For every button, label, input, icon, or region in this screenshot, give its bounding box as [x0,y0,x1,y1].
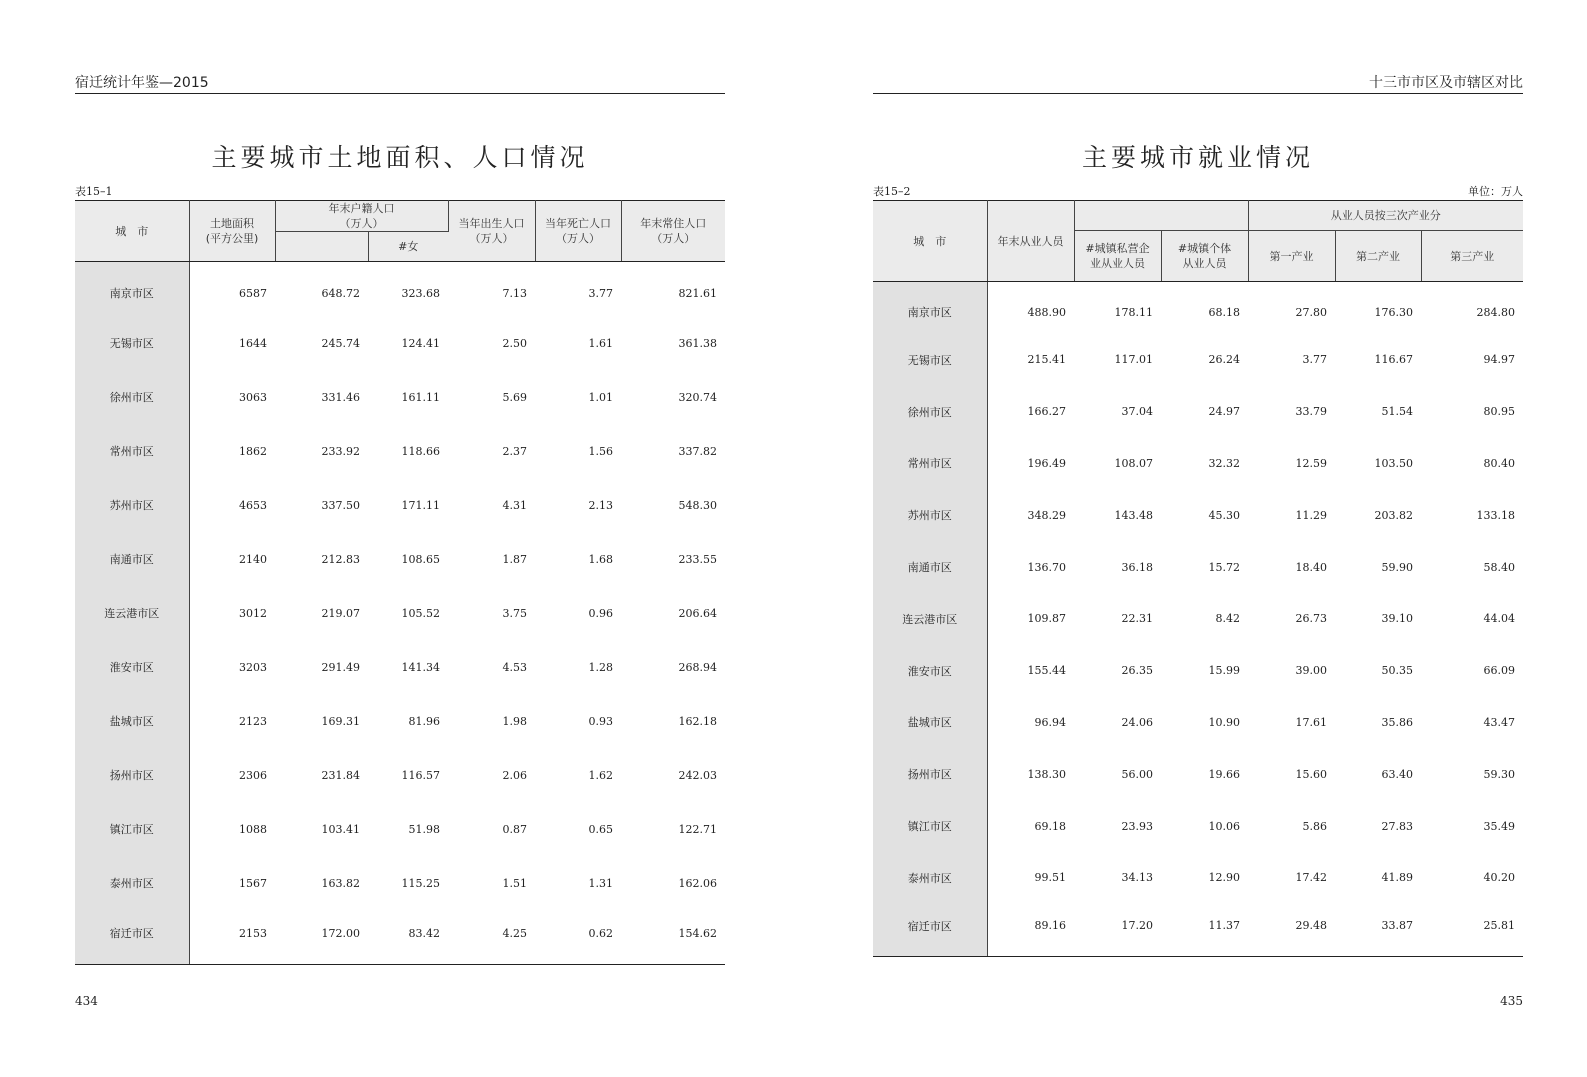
deaths-cell: 1.01 [588,390,613,404]
employed-cell: 196.49 [1027,456,1066,470]
resident-population-cell: 206.64 [678,606,717,620]
secondary-industry-cell: 41.89 [1381,871,1413,885]
tertiary-industry-cell: 80.40 [1483,456,1516,470]
registered-population-cell: 219.07 [321,606,360,620]
births-cell: 3.75 [502,606,527,620]
female-cell: 171.11 [401,498,440,512]
land-area-cell: 1862 [239,444,267,458]
land-area-cell: 1088 [239,822,267,836]
births-cell: 2.06 [502,768,527,782]
deaths-cell: 1.56 [588,444,613,458]
tertiary-industry-cell: 284.80 [1476,305,1516,319]
employed-cell: 488.90 [1027,305,1066,319]
city-cell: 苏州市区 [873,489,987,541]
primary-industry-cell: 18.40 [1295,560,1327,574]
private-enterprise-cell: 24.06 [1121,715,1153,729]
left-page [75,0,725,1077]
col-header-by-industry: 从业人员按三次产业分 [1248,201,1523,231]
secondary-industry-cell: 33.87 [1335,904,1421,957]
col-header-deaths: 当年死亡人口 （万人） [535,201,621,262]
col-header-private-enterprise: #城镇私营企业从业人员 [1074,231,1161,282]
registered-population-cell: 169.31 [321,714,360,728]
primary-industry-cell: 29.48 [1248,904,1335,957]
employed-cell: 109.87 [1027,612,1066,626]
private-enterprise-cell: 143.48 [1114,508,1153,522]
col-header-employed: 年末从业人员 [987,201,1074,282]
table-row [873,438,1523,490]
secondary-industry-cell: 103.50 [1374,456,1413,470]
resident-population-cell: 548.30 [678,498,717,512]
land-population-body [75,262,725,965]
female-cell: 115.25 [401,876,440,890]
table-row [873,282,1523,335]
secondary-industry-cell: 51.54 [1381,405,1413,419]
primary-industry-cell: 26.73 [1295,612,1327,626]
resident-population-cell: 320.74 [678,390,717,404]
individual-cell: 45.30 [1208,508,1240,522]
table-row [873,748,1523,800]
private-enterprise-cell: 34.13 [1121,871,1153,885]
land-area-cell: 3063 [239,390,267,404]
table-row [75,856,725,910]
tertiary-industry-cell: 59.30 [1483,767,1516,781]
table-row [75,910,725,965]
female-cell: 83.42 [368,910,448,965]
tertiary-industry-cell: 40.20 [1483,871,1516,885]
running-head: 宿迁统计年鉴—2015 [75,74,725,94]
deaths-cell: 1.31 [588,876,613,890]
resident-population-cell: 122.71 [678,822,717,836]
col-header-city: 城 市 [75,201,189,262]
individual-cell: 8.42 [1215,612,1240,626]
registered-population-cell: 291.49 [321,660,360,674]
employed-cell: 166.27 [1027,405,1066,419]
land-area-cell: 2140 [239,552,267,566]
table-row [873,334,1523,386]
col-header-blank [1074,201,1248,231]
registered-population-cell: 331.46 [321,390,360,404]
primary-industry-cell: 3.77 [1302,353,1327,367]
resident-population-cell: 233.55 [678,552,717,566]
private-enterprise-cell: 26.35 [1121,664,1153,678]
employed-cell: 99.51 [1034,871,1066,885]
secondary-industry-cell: 116.67 [1374,353,1413,367]
primary-industry-cell: 11.29 [1295,508,1327,522]
table-row [75,424,725,478]
page-number: 434 [75,994,98,1008]
registered-population-cell: 231.84 [321,768,360,782]
primary-industry-cell: 39.00 [1295,664,1327,678]
births-cell: 4.31 [502,498,527,512]
births-cell: 5.69 [502,390,527,404]
tertiary-industry-cell: 80.95 [1483,405,1516,419]
col-header-resident-population: 年末常住人口 （万人） [621,201,725,262]
city-cell: 南通市区 [75,532,189,586]
table-row [75,586,725,640]
private-enterprise-cell: 108.07 [1114,456,1153,470]
female-cell: 51.98 [408,822,440,836]
deaths-cell: 1.62 [588,768,613,782]
registered-population-cell: 245.74 [321,336,360,350]
city-cell: 无锡市区 [75,316,189,370]
female-cell: 124.41 [401,336,440,350]
primary-industry-cell: 12.59 [1295,456,1327,470]
city-cell: 泰州市区 [873,852,987,904]
deaths-cell: 1.68 [588,552,613,566]
primary-industry-cell: 17.61 [1295,715,1327,729]
col-header-city: 城 市 [873,201,987,282]
private-enterprise-cell: 178.11 [1114,305,1153,319]
registered-population-cell: 233.92 [321,444,360,458]
resident-population-cell: 821.61 [678,286,717,300]
col-header-female: #女 [368,232,448,262]
private-enterprise-cell: 117.01 [1114,353,1153,367]
table-row [873,800,1523,852]
births-cell: 4.25 [448,910,535,965]
deaths-cell: 3.77 [588,286,613,300]
col-header-primary-industry: 第一产业 [1248,231,1335,282]
table-row [873,593,1523,645]
city-cell: 镇江市区 [75,802,189,856]
table-row [873,541,1523,593]
female-cell: 161.11 [401,390,440,404]
table-row [75,532,725,586]
employed-cell: 69.18 [1034,819,1066,833]
private-enterprise-cell: 17.20 [1074,904,1161,957]
land-area-cell: 2306 [239,768,267,782]
city-cell: 常州市区 [75,424,189,478]
deaths-cell: 2.13 [588,498,613,512]
births-cell: 2.50 [502,336,527,350]
births-cell: 7.13 [502,286,527,300]
resident-population-cell: 242.03 [678,768,717,782]
registered-population-cell: 337.50 [321,498,360,512]
individual-cell: 68.18 [1208,305,1240,319]
city-cell: 宿迁市区 [873,904,987,957]
city-cell: 盐城市区 [75,694,189,748]
page-title: 主要城市就业情况 [1081,142,1314,172]
secondary-industry-cell: 59.90 [1381,560,1413,574]
employed-cell: 348.29 [1027,508,1066,522]
individual-cell: 10.06 [1208,819,1240,833]
tertiary-industry-cell: 66.09 [1483,664,1516,678]
table-row [75,640,725,694]
secondary-industry-cell: 203.82 [1374,508,1413,522]
employed-cell: 155.44 [1027,664,1066,678]
births-cell: 2.37 [502,444,527,458]
table-row [873,489,1523,541]
land-area-cell: 2153 [189,910,275,965]
right-page [873,0,1523,1077]
land-area-cell: 1644 [239,336,267,350]
resident-population-cell: 361.38 [678,336,717,350]
col-header-registered-blank [275,232,368,262]
table-row [873,697,1523,749]
table-number: 表15–1 [75,185,113,198]
table-row [75,748,725,802]
employment-table [873,200,1523,957]
tertiary-industry-cell: 35.49 [1483,819,1516,833]
deaths-cell: 1.61 [588,336,613,350]
city-cell: 连云港市区 [873,593,987,645]
land-area-cell: 4653 [239,498,267,512]
secondary-industry-cell: 27.83 [1381,819,1413,833]
table-row [75,478,725,532]
col-header-tertiary-industry: 第三产业 [1421,231,1523,282]
resident-population-cell: 268.94 [678,660,717,674]
births-cell: 1.98 [502,714,527,728]
individual-cell: 24.97 [1208,405,1240,419]
employment-body [873,282,1523,957]
col-header-secondary-industry: 第二产业 [1335,231,1421,282]
table-row [873,904,1523,957]
registered-population-cell: 212.83 [321,552,360,566]
land-area-cell: 1567 [239,876,267,890]
city-cell: 常州市区 [873,438,987,490]
table-number: 表15–2 [873,185,911,198]
deaths-cell: 0.96 [588,606,613,620]
city-cell: 无锡市区 [873,334,987,386]
city-cell: 连云港市区 [75,586,189,640]
land-area-cell: 2123 [239,714,267,728]
primary-industry-cell: 33.79 [1295,405,1327,419]
tertiary-industry-cell: 43.47 [1483,715,1516,729]
deaths-cell: 0.93 [588,714,613,728]
tertiary-industry-cell: 94.97 [1483,353,1516,367]
page-number: 435 [1500,994,1523,1008]
city-cell: 泰州市区 [75,856,189,910]
secondary-industry-cell: 50.35 [1381,664,1413,678]
individual-cell: 15.72 [1208,560,1240,574]
individual-cell: 11.37 [1161,904,1248,957]
private-enterprise-cell: 56.00 [1121,767,1153,781]
city-cell: 南京市区 [75,262,189,317]
individual-cell: 15.99 [1208,664,1240,678]
resident-population-cell: 162.18 [678,714,717,728]
city-cell: 淮安市区 [873,645,987,697]
table-row [75,694,725,748]
city-cell: 扬州市区 [75,748,189,802]
deaths-cell: 1.28 [588,660,613,674]
tertiary-industry-cell: 44.04 [1483,612,1516,626]
tertiary-industry-cell: 58.40 [1483,560,1516,574]
female-cell: 323.68 [401,286,440,300]
city-cell: 盐城市区 [873,697,987,749]
deaths-cell: 0.65 [588,822,613,836]
individual-cell: 12.90 [1208,871,1240,885]
city-cell: 苏州市区 [75,478,189,532]
registered-population-cell: 163.82 [321,876,360,890]
city-cell: 镇江市区 [873,800,987,852]
employed-cell: 215.41 [1027,353,1066,367]
registered-population-cell: 103.41 [321,822,360,836]
secondary-industry-cell: 35.86 [1381,715,1413,729]
births-cell: 4.53 [502,660,527,674]
city-cell: 徐州市区 [873,386,987,438]
births-cell: 0.87 [502,822,527,836]
running-head: 十三市市区及市辖区对比 [873,74,1523,94]
table-row [75,316,725,370]
individual-cell: 26.24 [1208,353,1240,367]
table-row [75,262,725,317]
employed-cell: 96.94 [1034,715,1066,729]
primary-industry-cell: 17.42 [1295,871,1327,885]
city-cell: 南通市区 [873,541,987,593]
individual-cell: 10.90 [1208,715,1240,729]
employed-cell: 138.30 [1027,767,1066,781]
primary-industry-cell: 5.86 [1302,819,1327,833]
individual-cell: 19.66 [1208,767,1240,781]
table-row [75,802,725,856]
employed-cell: 136.70 [1027,560,1066,574]
col-header-births: 当年出生人口 （万人） [448,201,535,262]
tertiary-industry-cell: 133.18 [1476,508,1516,522]
resident-population-cell: 337.82 [678,444,717,458]
city-cell: 扬州市区 [873,748,987,800]
page-title: 主要城市土地面积、人口情况 [211,142,589,172]
primary-industry-cell: 15.60 [1295,767,1327,781]
land-area-cell: 6587 [239,286,267,300]
individual-cell: 32.32 [1208,456,1240,470]
private-enterprise-cell: 36.18 [1121,560,1153,574]
resident-population-cell: 162.06 [678,876,717,890]
female-cell: 118.66 [401,444,440,458]
female-cell: 105.52 [401,606,440,620]
city-cell: 淮安市区 [75,640,189,694]
female-cell: 141.34 [401,660,440,674]
land-population-table [75,200,725,965]
table-row [873,852,1523,904]
employed-cell: 89.16 [987,904,1074,957]
female-cell: 81.96 [408,714,440,728]
private-enterprise-cell: 37.04 [1121,405,1153,419]
city-cell: 宿迁市区 [75,910,189,965]
secondary-industry-cell: 176.30 [1374,305,1413,319]
registered-population-cell: 648.72 [321,286,360,300]
births-cell: 1.51 [502,876,527,890]
secondary-industry-cell: 39.10 [1381,612,1413,626]
land-area-cell: 3012 [239,606,267,620]
deaths-cell: 0.62 [535,910,621,965]
primary-industry-cell: 27.80 [1295,305,1327,319]
table-row [873,386,1523,438]
col-header-registered-population: 年末户籍人口 （万人） [275,201,448,232]
land-area-cell: 3203 [239,660,267,674]
city-cell: 徐州市区 [75,370,189,424]
private-enterprise-cell: 23.93 [1121,819,1153,833]
table-row [75,370,725,424]
female-cell: 116.57 [401,768,440,782]
unit-label: 单位：万人 [1468,185,1523,198]
registered-population-cell: 172.00 [275,910,368,965]
city-cell: 南京市区 [873,282,987,335]
tertiary-industry-cell: 25.81 [1421,904,1523,957]
col-header-land-area: 土地面积 (平方公里) [189,201,275,262]
resident-population-cell: 154.62 [621,910,725,965]
col-header-individual: #城镇个体从业人员 [1161,231,1248,282]
births-cell: 1.87 [502,552,527,566]
secondary-industry-cell: 63.40 [1381,767,1413,781]
private-enterprise-cell: 22.31 [1121,612,1153,626]
table-row [873,645,1523,697]
female-cell: 108.65 [401,552,440,566]
